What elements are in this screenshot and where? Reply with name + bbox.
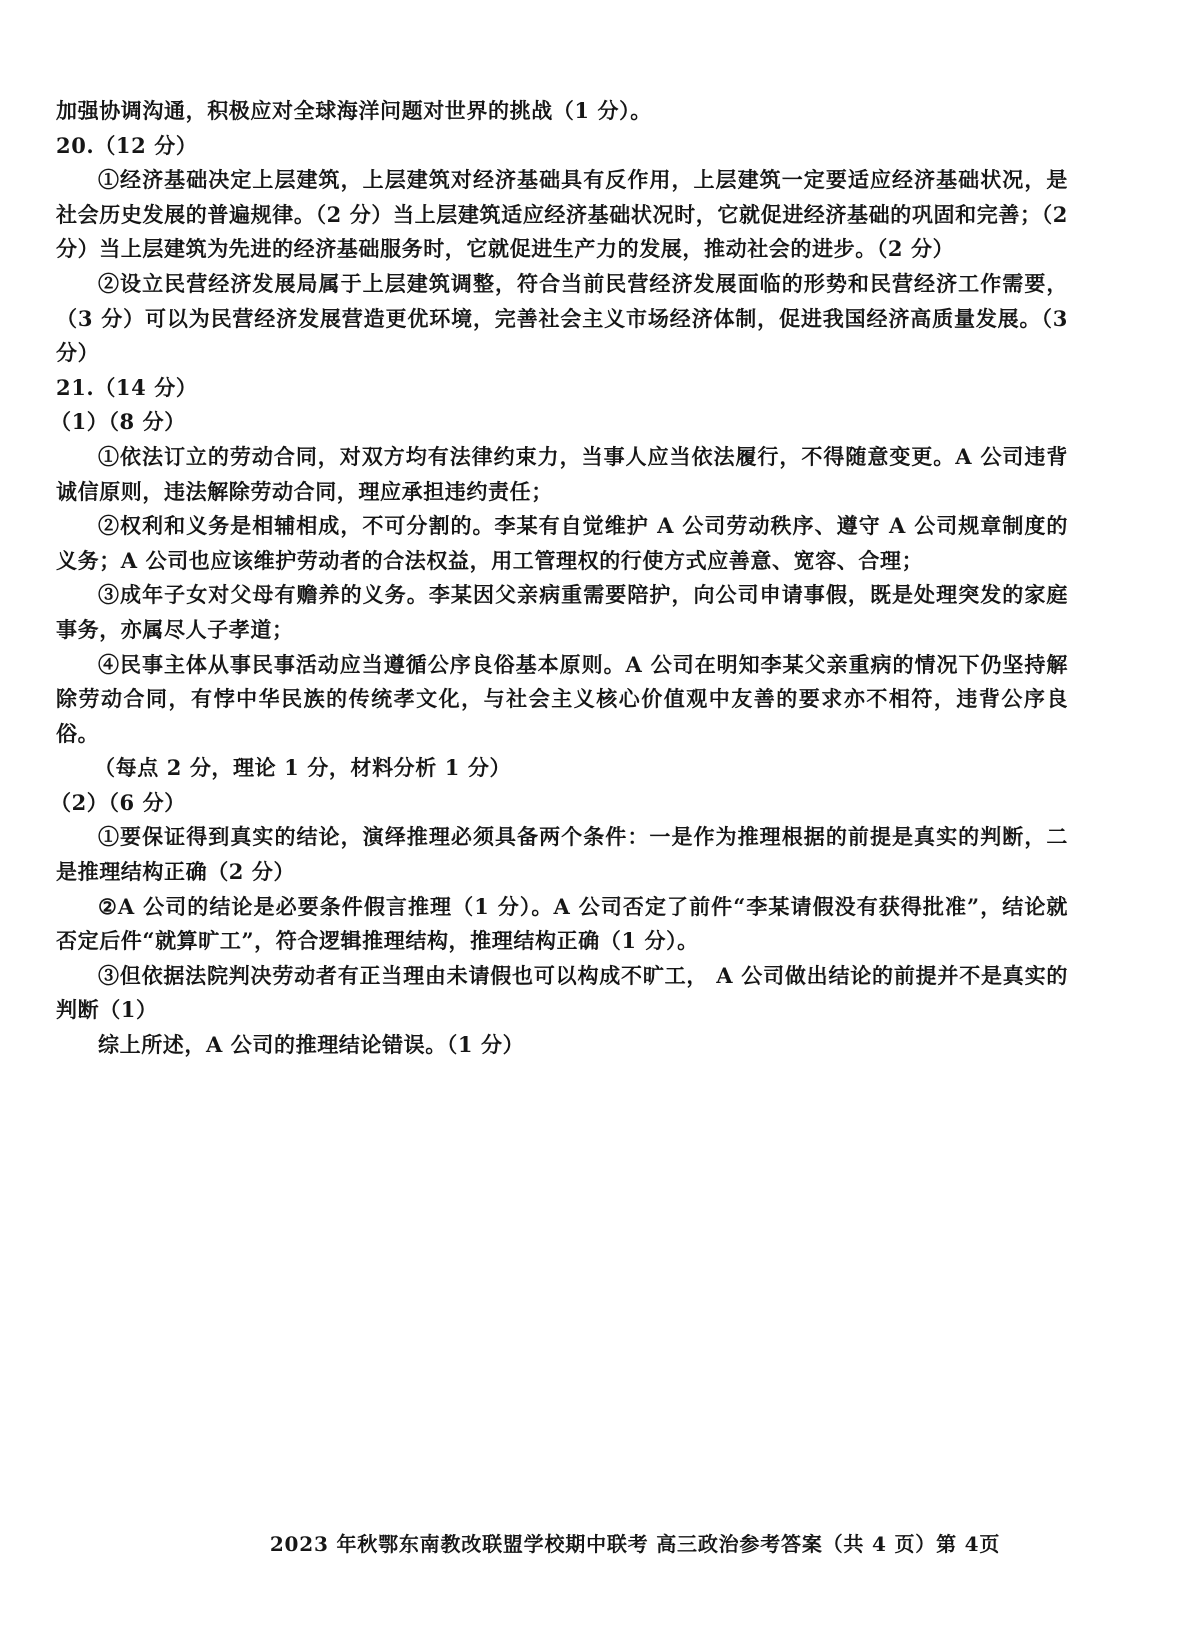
continued-line: 加强协调沟通，积极应对全球海洋问题对世界的挑战（1 分）。 [56,98,652,123]
question-21-part-1-point-2: ②权利和义务是相辅相成，不可分割的。李某有自觉维护 A 公司劳动秩序、遵守 A 公司规章制度的义务；A 公司也应该维护劳动者的合法权益，用工管理权的行使方式应善意、宽容、合理； [56,513,1068,573]
question-21-part-1-heading: （1）（8 分） [50,409,186,435]
page-footer: 2023 年秋鄂东南教改联盟学校期中联考 高三政治参考答案（共 4 页）第 4页 [269,1532,1001,1556]
question-20-point-1: ①经济基础决定上层建筑，上层建筑对经济基础具有反作用，上层建筑一定要适应经济基础状况，是社会历史发展的普遍规律。（2 分）当上层建筑适应经济基础状况时，它就促进经济基础的巩固和完善；（2 分）当上层建筑为先进的经济基础服务时，它就促进生产力的发展，推动社会的进步。（2 分） [56,167,1068,262]
question-21-part-1-point-3: ③成年子女对父母有赡养的义务。李某因父亲病重需要陪护，向公司申请事假，既是处理突发的家庭事务，亦属尽人子孝道； [56,582,1068,642]
question-21-part-2-summary: 综上所述，A 公司的推理结论错误。（1 分） [98,1032,525,1058]
question-21-part-1-point-1: ①依法订立的劳动合同，对双方均有法律约束力，当事人应当依法履行，不得随意变更。A 公司违背诚信原则，违法解除劳动合同，理应承担违约责任； [56,443,1068,504]
question-21-part-2-point-2: ②A 公司的结论是必要条件假言推理（1 分）。A 公司否定了前件“李某请假没有获得批准”，结论就否定后件“就算旷工”，符合逻辑推理结构，推理结构正确（1 分）。 [56,893,1068,954]
question-21-part-1-point-4: ④民事主体从事民事活动应当遵循公序良俗基本原则。A 公司在明知李某父亲重病的情况下仍坚持解除劳动合同，有悖中华民族的传统孝文化，与社会主义核心价值观中友善的要求亦不相符，违背公序良俗。 [56,651,1068,746]
question-20-point-2: ②设立民营经济发展局属于上层建筑调整，符合当前民营经济发展面临的形势和民营经济工作需要，（3 分）可以为民营经济发展营造更优环境，完善社会主义市场经济体制，促进我国经济高质量发展。（3 分） [56,270,1068,366]
question-21-part-2-heading: （2）（6 分） [50,789,186,815]
question-21-part-2-point-3: ③但依据法院判决劳动者有正当理由未请假也可以构成不旷工， A 公司做出结论的前提并不是真实的判断（1） [56,962,1068,1023]
question-21-heading: 21.（14 分） [56,374,198,400]
question-21-part-2-point-1: ①要保证得到真实的结论，演绎推理必须具备两个条件：一是作为推理根据的前提是真实的判断，二是推理结构正确（2 分） [56,824,1068,885]
question-20-heading: 20.（12 分） [56,132,198,158]
answer-content [50,94,1068,1063]
question-21-part-1-scoring-note: （每点 2 分，理论 1 分，材料分析 1 分） [94,755,512,781]
